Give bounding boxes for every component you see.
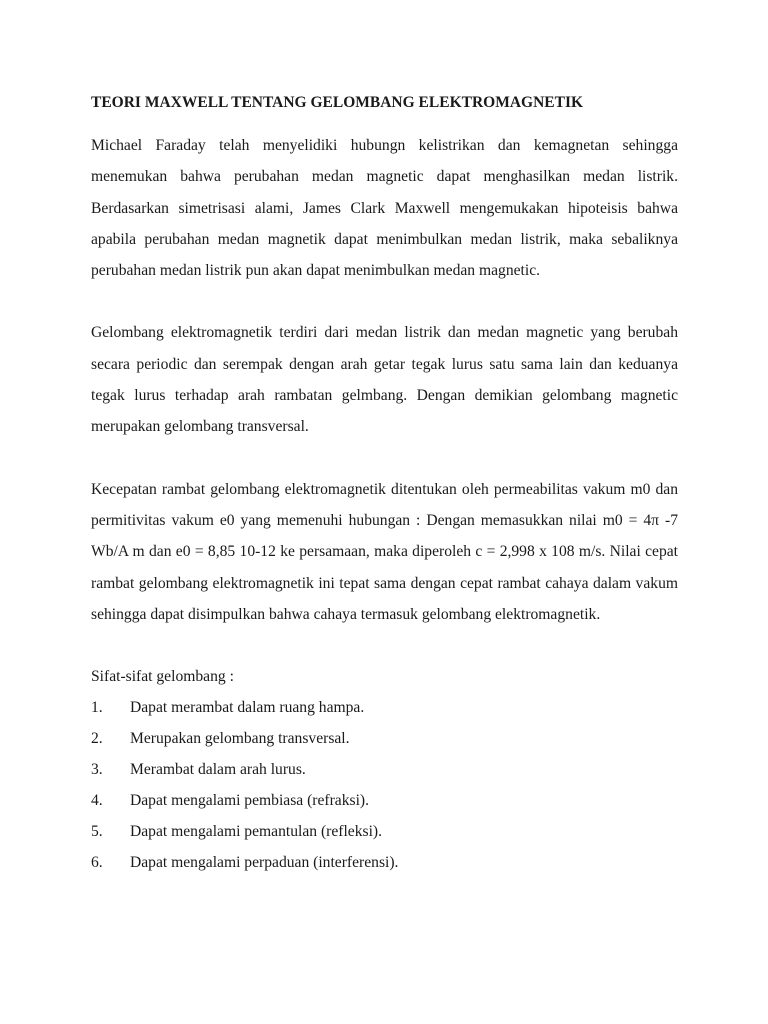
- paragraph-wave-speed: Kecepatan rambat gelombang elektromagnetik ditentukan oleh permeabilitas vakum m0 dan permitivitas vakum e0 yang memenuhi hubungan : Dengan memasukkan nilai m0 = 4π -7 Wb/A m dan e0 = 8,85 10-12 ke persamaan, maka diperoleh c = 2,998 x 108 m/s. Nilai cepat rambat gelombang elektromagnetik ini tepat sama dengan cepat rambat cahaya dalam vakum sehingga dapat disimpulkan bahwa cahaya termasuk gelombang elektromagnetik.: [91, 480, 678, 623]
- list-item-text: Merambat dalam arah lurus.: [130, 761, 306, 779]
- paragraph-wave-composition: Gelombang elektromagnetik terdiri dari medan listrik dan medan magnetic yang berubah secara periodic dan serempak dengan arah getar tegak lurus satu sama lain dan keduanya tegak lurus terhadap arah rambatan gelmbang. Dengan demikian gelombang magnetic merupakan gelombang transversal.: [91, 324, 678, 436]
- list-item-text: Dapat mengalami pemantulan (refleksi).: [130, 823, 382, 841]
- list-item-text: Dapat merambat dalam ruang hampa.: [130, 699, 365, 717]
- list-item-number: 2.: [91, 730, 103, 748]
- list-item: [91, 692, 678, 723]
- list-item: [91, 785, 678, 816]
- list-item-number: 3.: [91, 761, 103, 779]
- list-item: [91, 754, 678, 785]
- list-item-number: 4.: [91, 792, 103, 810]
- list-item: [91, 847, 678, 878]
- properties-list: [91, 692, 678, 878]
- list-item-text: Dapat mengalami pembiasa (refraksi).: [130, 792, 370, 810]
- list-item-text: Merupakan gelombang transversal.: [130, 730, 350, 748]
- list-item: [91, 723, 678, 754]
- list-heading: Sifat-sifat gelombang :: [91, 668, 234, 686]
- list-item-number: 5.: [91, 823, 103, 841]
- list-item-number: 1.: [91, 699, 103, 717]
- list-item: [91, 816, 678, 847]
- document-page: [91, 92, 678, 878]
- list-item-number: 6.: [91, 854, 103, 872]
- paragraph-faraday-maxwell: Michael Faraday telah menyelidiki hubungn kelistrikan dan kemagnetan sehingga menemukan bahwa perubahan medan magnetic dapat menghasilkan medan listrik. Berdasarkan simetrisasi alami, James Clark Maxwell mengemukakan hipoteisis bahwa apabila perubahan medan magnetik dapat menimbulkan medan listrik, maka sebaliknya perubahan medan listrik pun akan dapat menimbulkan medan magnetic.: [91, 137, 678, 280]
- list-item-text: Dapat mengalami perpaduan (interferensi).: [130, 854, 399, 872]
- document-title: TEORI MAXWELL TENTANG GELOMBANG ELEKTROMAGNETIK: [91, 94, 584, 111]
